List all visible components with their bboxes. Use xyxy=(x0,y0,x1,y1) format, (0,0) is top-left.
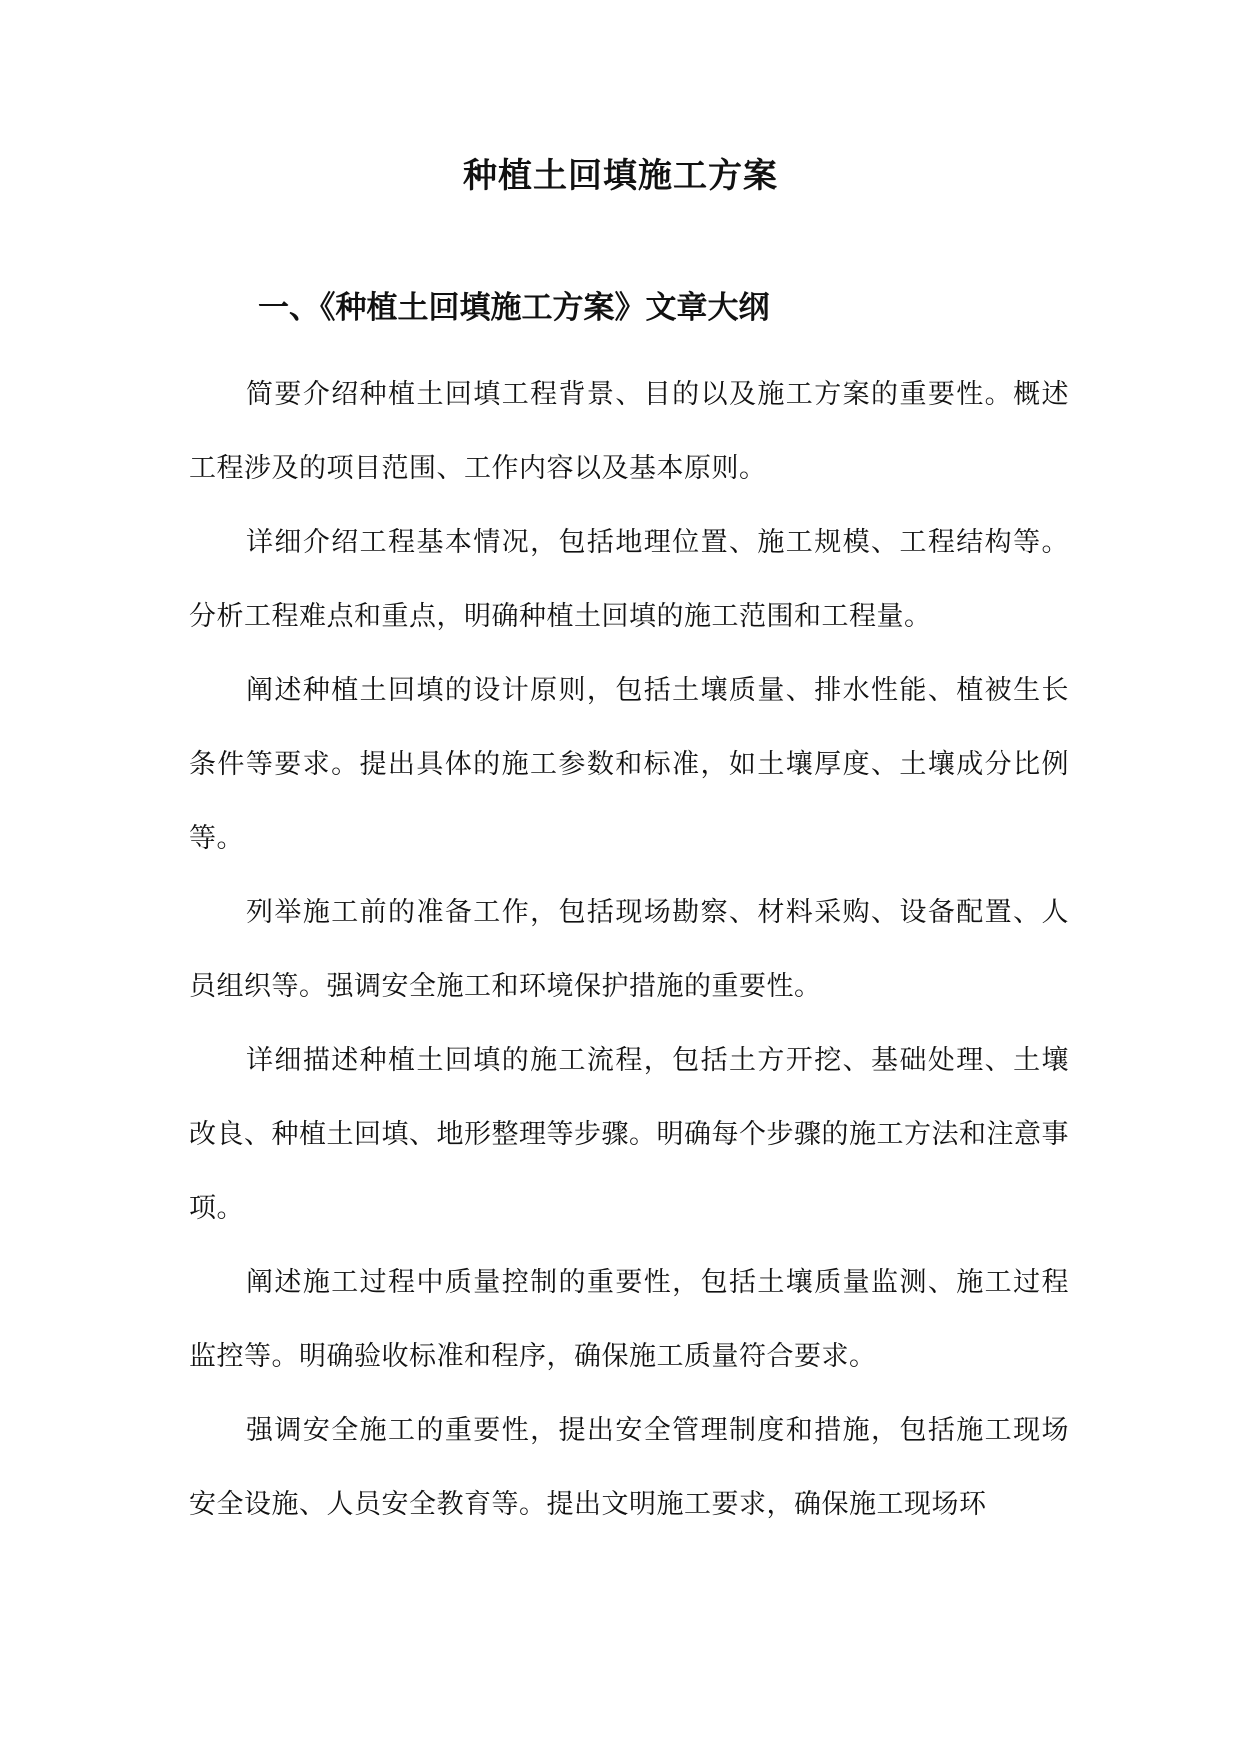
paragraph: 强调安全施工的重要性，提出安全管理制度和措施，包括施工现场安全设施、人员安全教育等。提出文明施工要求，确保施工现场环 xyxy=(189,1415,1069,1520)
paragraph: 列举施工前的准备工作，包括现场勘察、材料采购、设备配置、人员组织等。强调安全施工和环境保护措施的重要性。 xyxy=(189,897,1069,1002)
paragraph: 阐述施工过程中质量控制的重要性，包括土壤质量监测、施工过程监控等。明确验收标准和程序，确保施工质量符合要求。 xyxy=(189,1267,1069,1372)
paragraph: 阐述种植土回填的设计原则，包括土壤质量、排水性能、植被生长条件等要求。提出具体的施工参数和标准，如土壤厚度、土壤成分比例等。 xyxy=(189,675,1069,854)
section-heading: 一、《种植土回填施工方案》文章大纲 xyxy=(258,290,770,326)
paragraph: 详细描述种植土回填的施工流程，包括土方开挖、基础处理、土壤改良、种植土回填、地形整理等步骤。明确每个步骤的施工方法和注意事项。 xyxy=(189,1045,1069,1224)
paragraph: 详细介绍工程基本情况，包括地理位置、施工规模、工程结构等。分析工程难点和重点，明确种植土回填的施工范围和工程量。 xyxy=(189,527,1069,632)
paragraph: 简要介绍种植土回填工程背景、目的以及施工方案的重要性。概述工程涉及的项目范围、工作内容以及基本原则。 xyxy=(189,379,1069,484)
document-title: 种植土回填施工方案 xyxy=(463,156,778,196)
body-text xyxy=(189,358,1069,1542)
